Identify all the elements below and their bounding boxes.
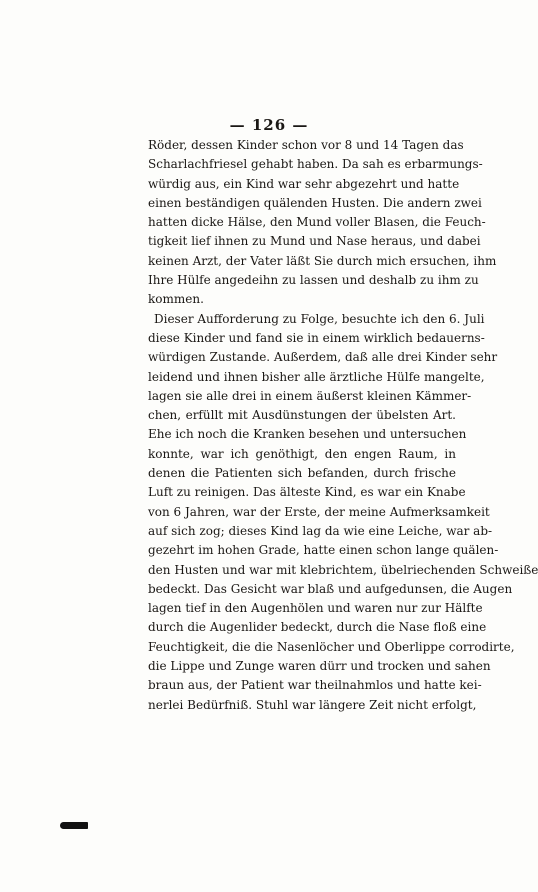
text-line: durch die Augenlider bedeckt, durch die Nase floß eine bbox=[148, 620, 487, 635]
text-line: würdig aus, ein Kind war sehr abgezehrt und hatte bbox=[148, 176, 460, 191]
text-line: einen beständigen quälenden Husten. Die andern zwei bbox=[148, 195, 482, 210]
text-line: chen, erfüllt mit Ausdünstungen der übelsten Art. bbox=[148, 408, 456, 423]
body-text bbox=[148, 136, 538, 715]
text-line: Dieser Aufforderung zu Folge, besuchte ich den 6. Juli bbox=[154, 311, 485, 326]
text-line: die Lippe und Zunge waren dürr und trocken und sahen bbox=[148, 659, 491, 674]
text-line: lagen sie alle drei in einem äußerst kleinen Kämmer- bbox=[148, 388, 472, 403]
text-line: auf sich zog; dieses Kind lag da wie eine Leiche, war ab- bbox=[148, 523, 493, 538]
text-line: konnte, war ich genöthigt, den engen Raum, in bbox=[148, 446, 456, 461]
text-line: von 6 Jahren, war der Erste, der meine Aufmerksamkeit bbox=[148, 504, 490, 519]
text-line: nerlei Bedürfniß. Stuhl war längere Zeit nicht erfolgt, bbox=[148, 697, 477, 712]
text-line: tigkeit lief ihnen zu Mund und Nase heraus, und dabei bbox=[148, 234, 481, 249]
text-line: denen die Patienten sich befanden, durch frische bbox=[148, 466, 456, 481]
text-line: gezehrt im hohen Grade, hatte einen schon lange quälen- bbox=[148, 543, 499, 558]
text-line: bedeckt. Das Gesicht war blaß und aufgedunsen, die Augen bbox=[148, 581, 513, 596]
text-line: würdigen Zustande. Außerdem, daß alle drei Kinder sehr bbox=[148, 350, 498, 365]
text-line: keinen Arzt, der Vater läßt Sie durch mich ersuchen, ihm bbox=[148, 253, 497, 268]
text-line: kommen. bbox=[148, 292, 204, 307]
ink-mark bbox=[60, 822, 88, 829]
text-line: leidend und ihnen bisher alle ärztliche Hülfe mangelte, bbox=[148, 369, 485, 384]
text-line: den Husten und war mit klebrichtem, übelriechenden Schweiße bbox=[148, 562, 538, 577]
text-line: Scharlachfriesel gehabt haben. Da sah es erbarmungs- bbox=[148, 157, 483, 172]
text-line: Röder, dessen Kinder schon vor 8 und 14 Tagen das bbox=[148, 138, 464, 152]
text-line: Feuchtigkeit, die die Nasenlöcher und Oberlippe corrodirte, bbox=[148, 639, 515, 654]
page-number: — 126 — bbox=[229, 116, 309, 134]
text-line: Luft zu reinigen. Das älteste Kind, es war ein Knabe bbox=[148, 485, 466, 500]
text-line: Ihre Hülfe angedeihn zu lassen und deshalb zu ihm zu bbox=[148, 273, 479, 288]
text-line: Ehe ich noch die Kranken besehen und untersuchen bbox=[148, 427, 467, 442]
text-line: diese Kinder und fand sie in einem wirklich bedauerns- bbox=[148, 330, 485, 345]
text-line: lagen tief in den Augenhölen und waren nur zur Hälfte bbox=[148, 601, 483, 616]
text-line: braun aus, der Patient war theilnahmlos und hatte kei- bbox=[148, 678, 482, 693]
text-line: hatten dicke Hälse, den Mund voller Blasen, die Feuch- bbox=[148, 215, 486, 230]
